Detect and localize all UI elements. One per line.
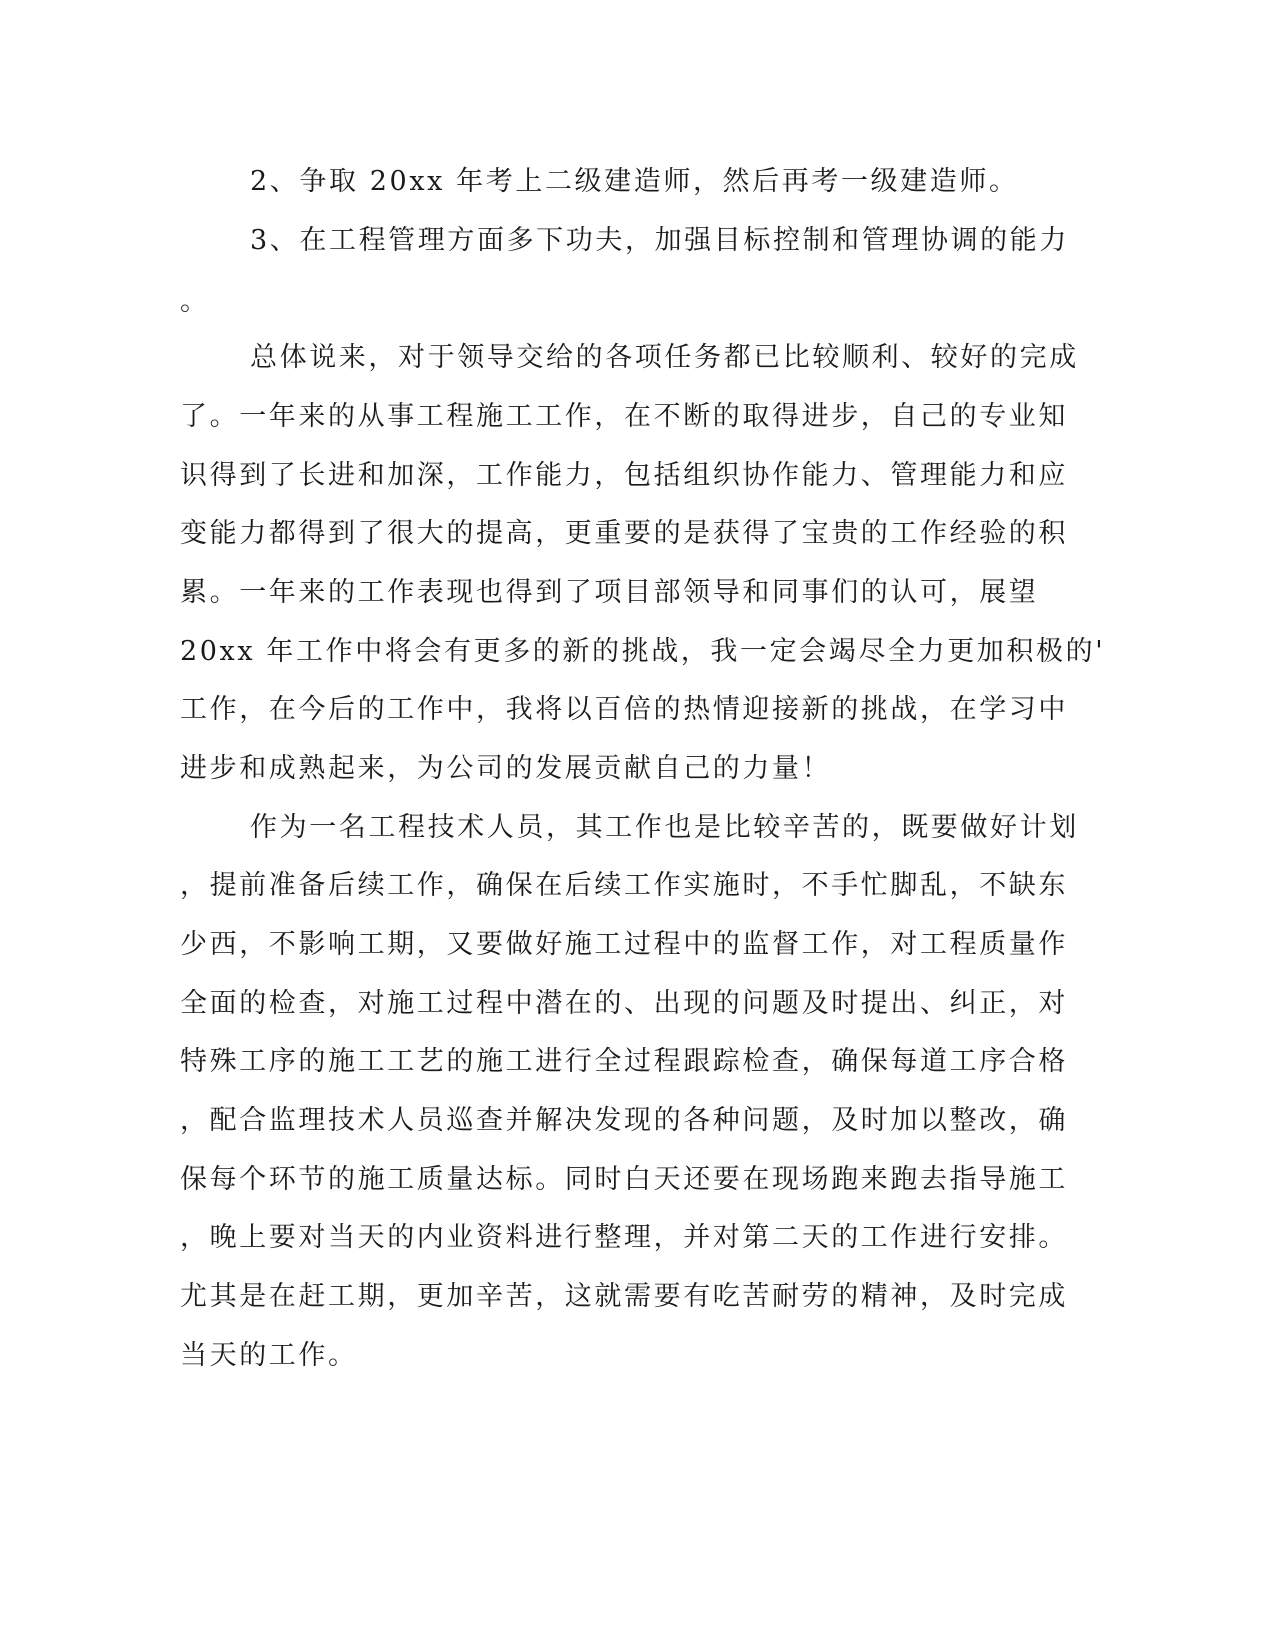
text-line-8: 累。一年来的工作表现也得到了项目部领导和同事们的认可，展望 <box>180 577 1039 608</box>
text-line-17: ，配合监理技术人员巡查并解决发现的各种问题，及时加以整改，确 <box>180 1105 1068 1136</box>
text-line-18: 保每个环节的施工质量达标。同时白天还要在现场跑来跑去指导施工 <box>180 1164 1068 1195</box>
text-line-21: 当天的工作。 <box>180 1340 358 1371</box>
text-line-19: ，晚上要对当天的内业资料进行整理，并对第二天的工作进行安排。 <box>180 1222 1068 1253</box>
text-line-2: 3、在工程管理方面多下功夫，加强目标控制和管理协调的能力 <box>250 225 1069 256</box>
text-line-12: 作为一名工程技术人员，其工作也是比较辛苦的，既要做好计划 <box>250 812 1079 843</box>
text-line-6: 识得到了长进和加深，工作能力，包括组织协作能力、管理能力和应 <box>180 460 1068 491</box>
text-line-10: 工作，在今后的工作中，我将以百倍的热情迎接新的挑战，在学习中 <box>180 694 1068 725</box>
text-line-14: 少西，不影响工期，又要做好施工过程中的监督工作，对工程质量作 <box>180 929 1068 960</box>
text-line-16: 特殊工序的施工工艺的施工进行全过程跟踪检查，确保每道工序合格 <box>180 1046 1068 1077</box>
text-line-3: 。 <box>180 286 210 317</box>
text-line-9: 20xx 年工作中将会有更多的新的挑战，我一定会竭尽全力更加积极的' <box>180 636 1106 667</box>
text-line-5: 了。一年来的从事工程施工工作，在不断的取得进步，自己的专业知 <box>180 401 1068 432</box>
text-line-15: 全面的检查，对施工过程中潜在的、出现的问题及时提出、纠正，对 <box>180 988 1068 1019</box>
text-line-11: 进步和成熟起来，为公司的发展贡献自己的力量！ <box>180 753 832 784</box>
text-line-7: 变能力都得到了很大的提高，更重要的是获得了宝贵的工作经验的积 <box>180 518 1068 549</box>
text-line-20: 尤其是在赶工期，更加辛苦，这就需要有吃苦耐劳的精神，及时完成 <box>180 1281 1068 1312</box>
text-line-4: 总体说来，对于领导交给的各项任务都已比较顺利、较好的完成 <box>250 342 1079 373</box>
text-line-1: 2、争取 20xx 年考上二级建造师，然后再考一级建造师。 <box>250 166 1019 197</box>
text-line-13: ，提前准备后续工作，确保在后续工作实施时，不手忙脚乱，不缺东 <box>180 870 1068 901</box>
